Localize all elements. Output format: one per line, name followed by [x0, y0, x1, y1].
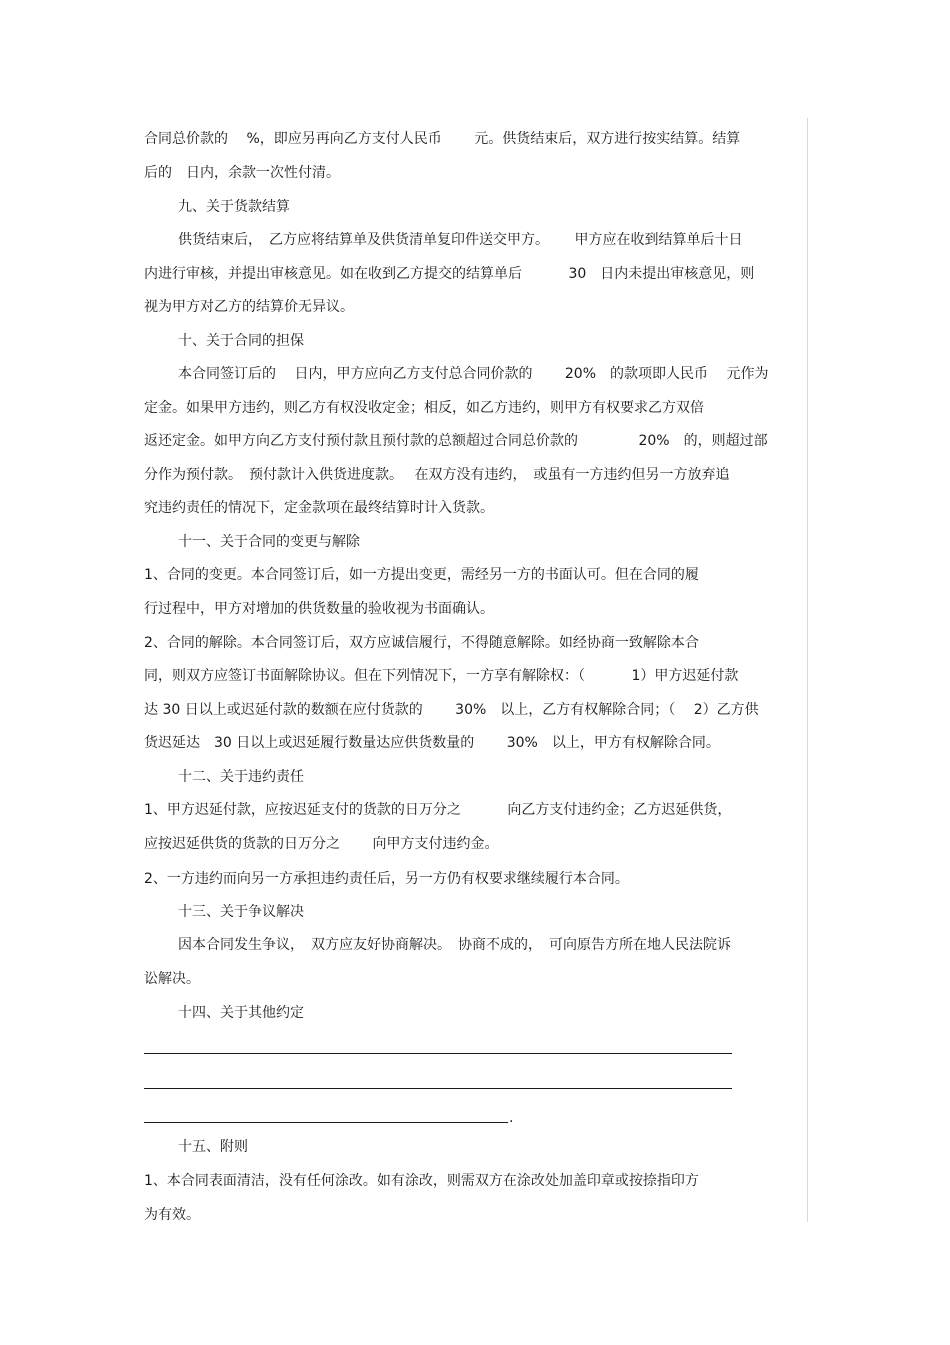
text-line: 供货结束后， 乙方应将结算单及供货清单复印件送交甲方。 甲方应在收到结算单后十日 — [178, 232, 743, 248]
blank-line — [144, 1088, 732, 1089]
text-line: 讼解决。 — [144, 971, 200, 987]
text-line: 定金。如果甲方违约，则乙方有权没收定金；相反，如乙方违约，则甲方有权要求乙方双倍 — [144, 400, 704, 416]
text-line: 究违约责任的情况下，定金款项在最终结算时计入货款。 — [144, 500, 494, 516]
text-line: 因本合同发生争议， 双方应友好协商解决。 协商不成的， 可向原告方所在地人民法院诉 — [178, 937, 731, 953]
text-line: 1、甲方迟延付款，应按迟延支付的货款的日万分之 向乙方支付违约金；乙方迟延供货， — [144, 802, 732, 818]
section-heading: 十四、关于其他约定 — [178, 1005, 304, 1021]
text-line: 货迟延达 30 日以上或迟延履行数量达应供货数量的 30% 以上，甲方有权解除合同。 — [144, 735, 720, 751]
section-heading: 十三、关于争议解决 — [178, 904, 304, 920]
text-line: 返还定金。如甲方向乙方支付预付款且预付款的总额超过合同总价款的 20% 的，则超过部 — [144, 433, 768, 449]
section-heading: 十二、关于违约责任 — [178, 769, 304, 785]
text-line: 应按迟延供货的货款的日万分之 向甲方支付违约金。 — [144, 836, 499, 852]
blank-end-mark: . — [509, 1110, 514, 1126]
text-line: 合同总价款的 %，即应另再向乙方支付人民币 元。供货结束后，双方进行按实结算。结算 — [144, 131, 741, 147]
text-line: 2、一方违约而向另一方承担违约责任后，另一方仍有权要求继续履行本合同。 — [144, 871, 629, 887]
section-heading: 九、关于货款结算 — [178, 199, 290, 215]
section-heading: 十五、附则 — [178, 1139, 248, 1155]
text-line: 为有效。 — [144, 1207, 200, 1223]
text-line: 1、合同的变更。本合同签订后，如一方提出变更，需经另一方的书面认可。但在合同的履 — [144, 567, 699, 583]
text-line: 2、合同的解除。本合同签订后，双方应诚信履行，不得随意解除。如经协商一致解除本合 — [144, 635, 699, 651]
page-frame-right — [807, 118, 808, 1222]
text-line: 内进行审核，并提出审核意见。如在收到乙方提交的结算单后 30 日内未提出审核意见，则 — [144, 266, 755, 282]
text-line: 分作为预付款。 预付款计入供货进度款。 在双方没有违约， 或虽有一方违约但另一方放弃追 — [144, 467, 730, 483]
section-heading: 十一、关于合同的变更与解除 — [178, 534, 360, 550]
blank-line — [144, 1122, 508, 1123]
text-line: 本合同签订后的 日内，甲方应向乙方支付总合同价款的 20% 的款项即人民币 元作为 — [178, 366, 769, 382]
text-line: 达 30 日以上或迟延付款的数额在应付货款的 30% 以上，乙方有权解除合同；（ 2）乙方供 — [144, 702, 759, 718]
blank-line — [144, 1053, 732, 1054]
text-line: 同，则双方应签订书面解除协议。但在下列情况下，一方享有解除权：（ 1）甲方迟延付款 — [144, 668, 739, 684]
text-line: 1、本合同表面清洁，没有任何涂改。如有涂改，则需双方在涂改处加盖印章或按捺指印方 — [144, 1173, 699, 1189]
section-heading: 十、关于合同的担保 — [178, 333, 304, 349]
text-line: 视为甲方对乙方的结算价无异议。 — [144, 299, 354, 315]
text-line: 行过程中，甲方对增加的供货数量的验收视为书面确认。 — [144, 601, 494, 617]
text-line: 后的 日内，余款一次性付清。 — [144, 165, 340, 181]
